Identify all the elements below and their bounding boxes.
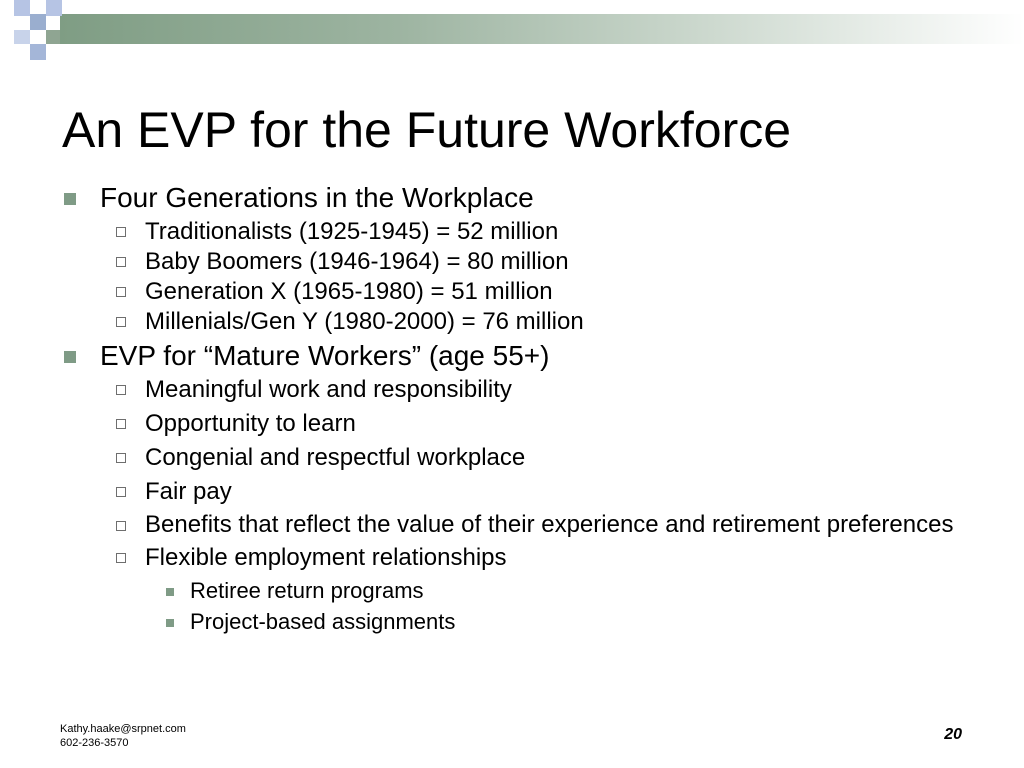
header-square [30, 14, 46, 30]
hollow-square-bullet-icon [116, 257, 126, 267]
slide-body [62, 180, 962, 640]
header-square [14, 30, 30, 44]
sub-bullet-item [62, 478, 962, 506]
sub-bullet-text: Baby Boomers (1946-1964) = 80 million [145, 248, 569, 275]
sub-bullet-item [62, 410, 962, 438]
sub-bullet-text: Meaningful work and responsibility [145, 376, 512, 403]
footer-email: Kathy.haake@srpnet.com [60, 723, 186, 735]
header-square [14, 0, 30, 16]
sub-sub-bullet-text: Retiree return programs [190, 578, 424, 603]
sub-bullet-item [62, 278, 962, 306]
header-gradient-band [60, 14, 1024, 44]
small-square-bullet-icon [166, 619, 174, 627]
header-square [30, 44, 46, 60]
hollow-square-bullet-icon [116, 287, 126, 297]
hollow-square-bullet-icon [116, 385, 126, 395]
header-square [46, 30, 60, 44]
square-bullet-icon [64, 351, 76, 363]
sub-bullet-text: Benefits that reflect the value of their experience and retirement preferences [145, 511, 954, 538]
sub-bullet-text: Millenials/Gen Y (1980-2000) = 76 million [145, 308, 584, 335]
hollow-square-bullet-icon [116, 227, 126, 237]
sub-bullet-text: Fair pay [145, 478, 232, 505]
sub-bullet-text: Flexible employment relationships [145, 544, 507, 571]
sub-bullet-text: Opportunity to learn [145, 410, 356, 437]
sub-bullet-item [62, 308, 962, 336]
small-square-bullet-icon [166, 588, 174, 596]
hollow-square-bullet-icon [116, 317, 126, 327]
sub-bullet-item [62, 512, 962, 538]
bullet-mature-workers [62, 338, 962, 374]
hollow-square-bullet-icon [116, 553, 126, 563]
sub-bullet-text: Traditionalists (1925-1945) = 52 million [145, 218, 559, 245]
sub-bullet-item [62, 248, 962, 276]
footer-phone: 602-236-3570 [60, 737, 129, 749]
sub-bullet-item [62, 218, 962, 246]
slide-title: An EVP for the Future Workforce [62, 102, 792, 158]
sub-sub-bullet-item [62, 578, 962, 604]
sub-sub-bullet-text: Project-based assignments [190, 609, 456, 634]
sub-sub-bullet-item [62, 609, 962, 635]
hollow-square-bullet-icon [116, 453, 126, 463]
bullet-four-generations [62, 180, 962, 216]
sub-bullet-item [62, 376, 962, 404]
bullet-text: EVP for “Mature Workers” (age 55+) [100, 340, 550, 371]
header-square [46, 0, 62, 16]
sub-bullet-item [62, 444, 962, 472]
footer-contact-info [60, 722, 186, 750]
bullet-text: Four Generations in the Workplace [100, 182, 534, 213]
hollow-square-bullet-icon [116, 487, 126, 497]
page-number: 20 [944, 726, 962, 743]
sub-bullet-text: Congenial and respectful workplace [145, 444, 526, 471]
sub-bullet-text: Generation X (1965-1980) = 51 million [145, 278, 553, 305]
hollow-square-bullet-icon [116, 419, 126, 429]
hollow-square-bullet-icon [116, 521, 126, 531]
square-bullet-icon [64, 193, 76, 205]
sub-bullet-item [62, 544, 962, 572]
